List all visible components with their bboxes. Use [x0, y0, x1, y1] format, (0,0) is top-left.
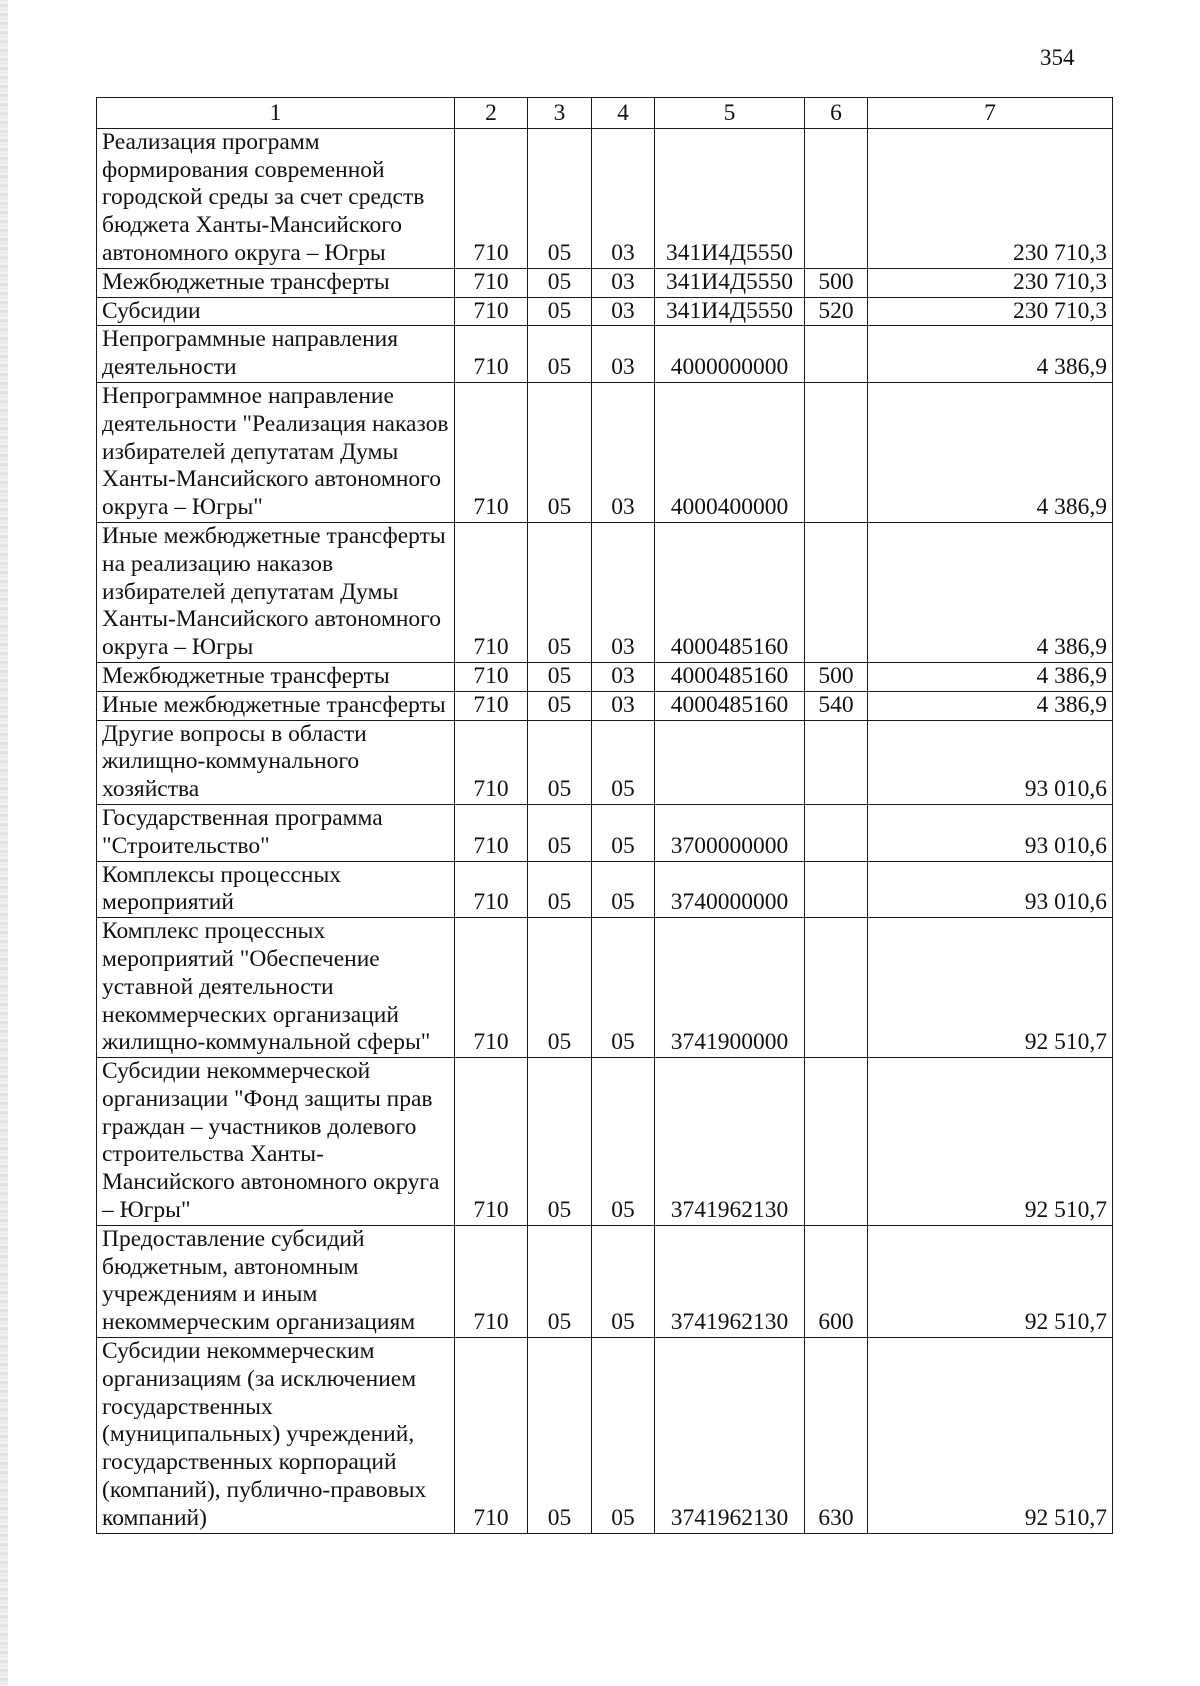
row-name-cell: Непрограммное направление деятельности "Реализация наказов избирателей депутатам Думы Ханты-Мансийского автономного округа – Югры" — [97, 382, 455, 522]
column-header-5: 5 — [655, 98, 805, 129]
ministry-code-cell: 710 — [455, 522, 528, 662]
expense-type-cell: 500 — [805, 268, 868, 297]
ministry-code-cell: 710 — [455, 297, 528, 326]
table-row — [97, 691, 1113, 720]
row-name-cell: Межбюджетные трансферты — [97, 268, 455, 297]
section-code-cell: 05 — [528, 1058, 592, 1226]
ministry-code-cell: 710 — [455, 662, 528, 691]
table-row — [97, 662, 1113, 691]
section-code-cell: 05 — [528, 1225, 592, 1337]
amount-cell: 4 386,9 — [868, 522, 1113, 662]
amount-cell: 4 386,9 — [868, 662, 1113, 691]
section-code-cell: 05 — [528, 804, 592, 861]
table-row — [97, 804, 1113, 861]
budget-table — [96, 97, 1113, 1534]
target-article-cell: 341И4Д5550 — [655, 128, 805, 268]
table-row — [97, 382, 1113, 522]
table-row — [97, 297, 1113, 326]
column-header-6: 6 — [805, 98, 868, 129]
row-name-cell: Субсидии — [97, 297, 455, 326]
table-row — [97, 1058, 1113, 1226]
row-name-cell: Реализация программ формирования современной городской среды за счет средств бюджета Ханты-Мансийского автономного округа – Югры — [97, 128, 455, 268]
ministry-code-cell: 710 — [455, 691, 528, 720]
column-header-3: 3 — [528, 98, 592, 129]
target-article-cell: 3741962130 — [655, 1338, 805, 1534]
amount-cell: 230 710,3 — [868, 268, 1113, 297]
table-row — [97, 268, 1113, 297]
ministry-code-cell: 710 — [455, 861, 528, 918]
row-name-cell: Другие вопросы в области жилищно-коммунального хозяйства — [97, 720, 455, 804]
target-article-cell: 4000485160 — [655, 662, 805, 691]
subsection-code-cell: 05 — [592, 1058, 655, 1226]
column-header-1: 1 — [97, 98, 455, 129]
target-article-cell: 4000400000 — [655, 382, 805, 522]
target-article-cell: 4000485160 — [655, 522, 805, 662]
subsection-code-cell: 03 — [592, 326, 655, 383]
row-name-cell: Иные межбюджетные трансферты на реализацию наказов избирателей депутатам Думы Ханты-Мансийского автономного округа – Югры — [97, 522, 455, 662]
expense-type-cell — [805, 720, 868, 804]
column-header-2: 2 — [455, 98, 528, 129]
section-code-cell: 05 — [528, 522, 592, 662]
subsection-code-cell: 03 — [592, 522, 655, 662]
amount-cell: 92 510,7 — [868, 1058, 1113, 1226]
section-code-cell: 05 — [528, 326, 592, 383]
target-article-cell: 341И4Д5550 — [655, 297, 805, 326]
subsection-code-cell: 05 — [592, 1225, 655, 1337]
table-body — [97, 128, 1113, 1533]
ministry-code-cell: 710 — [455, 720, 528, 804]
subsection-code-cell: 03 — [592, 662, 655, 691]
expense-type-cell — [805, 804, 868, 861]
row-name-cell: Комплексы процессных мероприятий — [97, 861, 455, 918]
target-article-cell: 341И4Д5550 — [655, 268, 805, 297]
expense-type-cell — [805, 382, 868, 522]
amount-cell: 230 710,3 — [868, 128, 1113, 268]
expense-type-cell: 500 — [805, 662, 868, 691]
table-row — [97, 326, 1113, 383]
amount-cell: 4 386,9 — [868, 326, 1113, 383]
scan-edge-artifact — [0, 0, 8, 1686]
amount-cell: 4 386,9 — [868, 691, 1113, 720]
subsection-code-cell: 05 — [592, 861, 655, 918]
target-article-cell: 3741900000 — [655, 918, 805, 1058]
table-row — [97, 128, 1113, 268]
expense-type-cell — [805, 128, 868, 268]
ministry-code-cell: 710 — [455, 326, 528, 383]
row-name-cell: Иные межбюджетные трансферты — [97, 691, 455, 720]
expense-type-cell: 600 — [805, 1225, 868, 1337]
subsection-code-cell: 05 — [592, 804, 655, 861]
target-article-cell: 3741962130 — [655, 1058, 805, 1226]
table-row — [97, 522, 1113, 662]
column-header-4: 4 — [592, 98, 655, 129]
section-code-cell: 05 — [528, 861, 592, 918]
section-code-cell: 05 — [528, 382, 592, 522]
row-name-cell: Предоставление субсидий бюджетным, автономным учреждениям и иным некоммерческим организациям — [97, 1225, 455, 1337]
section-code-cell: 05 — [528, 691, 592, 720]
row-name-cell: Межбюджетные трансферты — [97, 662, 455, 691]
amount-cell: 92 510,7 — [868, 1225, 1113, 1337]
subsection-code-cell: 03 — [592, 268, 655, 297]
ministry-code-cell: 710 — [455, 1225, 528, 1337]
section-code-cell: 05 — [528, 297, 592, 326]
row-name-cell: Комплекс процессных мероприятий "Обеспечение уставной деятельности некоммерческих организаций жилищно-коммунальной сферы" — [97, 918, 455, 1058]
expense-type-cell — [805, 918, 868, 1058]
ministry-code-cell: 710 — [455, 1338, 528, 1534]
row-name-cell: Субсидии некоммерческой организации "Фонд защиты прав граждан – участников долевого строительства Ханты-Мансийского автономного округа – Югры" — [97, 1058, 455, 1226]
section-code-cell: 05 — [528, 662, 592, 691]
target-article-cell: 3740000000 — [655, 861, 805, 918]
row-name-cell: Государственная программа "Строительство" — [97, 804, 455, 861]
expense-type-cell: 520 — [805, 297, 868, 326]
table-row — [97, 918, 1113, 1058]
expense-type-cell — [805, 326, 868, 383]
ministry-code-cell: 710 — [455, 1058, 528, 1226]
amount-cell: 4 386,9 — [868, 382, 1113, 522]
amount-cell: 93 010,6 — [868, 804, 1113, 861]
target-article-cell: 4000485160 — [655, 691, 805, 720]
expense-type-cell — [805, 861, 868, 918]
section-code-cell: 05 — [528, 918, 592, 1058]
amount-cell: 92 510,7 — [868, 918, 1113, 1058]
amount-cell: 93 010,6 — [868, 861, 1113, 918]
subsection-code-cell: 05 — [592, 1338, 655, 1534]
section-code-cell: 05 — [528, 268, 592, 297]
subsection-code-cell: 03 — [592, 691, 655, 720]
header-row — [97, 98, 1113, 129]
expense-type-cell — [805, 522, 868, 662]
page-number: 354 — [1040, 45, 1075, 70]
ministry-code-cell: 710 — [455, 918, 528, 1058]
amount-cell: 230 710,3 — [868, 297, 1113, 326]
table-row — [97, 861, 1113, 918]
subsection-code-cell: 03 — [592, 382, 655, 522]
subsection-code-cell: 03 — [592, 297, 655, 326]
column-header-7: 7 — [868, 98, 1113, 129]
amount-cell: 93 010,6 — [868, 720, 1113, 804]
table-row — [97, 720, 1113, 804]
section-code-cell: 05 — [528, 128, 592, 268]
target-article-cell: 3700000000 — [655, 804, 805, 861]
ministry-code-cell: 710 — [455, 382, 528, 522]
section-code-cell: 05 — [528, 720, 592, 804]
target-article-cell — [655, 720, 805, 804]
expense-type-cell: 630 — [805, 1338, 868, 1534]
ministry-code-cell: 710 — [455, 268, 528, 297]
row-name-cell: Непрограммные направления деятельности — [97, 326, 455, 383]
ministry-code-cell: 710 — [455, 128, 528, 268]
target-article-cell: 3741962130 — [655, 1225, 805, 1337]
table-row — [97, 1225, 1113, 1337]
table-row — [97, 1338, 1113, 1534]
expense-type-cell — [805, 1058, 868, 1226]
subsection-code-cell: 05 — [592, 918, 655, 1058]
ministry-code-cell: 710 — [455, 804, 528, 861]
amount-cell: 92 510,7 — [868, 1338, 1113, 1534]
subsection-code-cell: 03 — [592, 128, 655, 268]
subsection-code-cell: 05 — [592, 720, 655, 804]
row-name-cell: Субсидии некоммерческим организациям (за исключением государственных (муниципальных) учреждений, государственных корпораций (компаний), публично-правовых компаний) — [97, 1338, 455, 1534]
target-article-cell: 4000000000 — [655, 326, 805, 383]
section-code-cell: 05 — [528, 1338, 592, 1534]
expense-type-cell: 540 — [805, 691, 868, 720]
